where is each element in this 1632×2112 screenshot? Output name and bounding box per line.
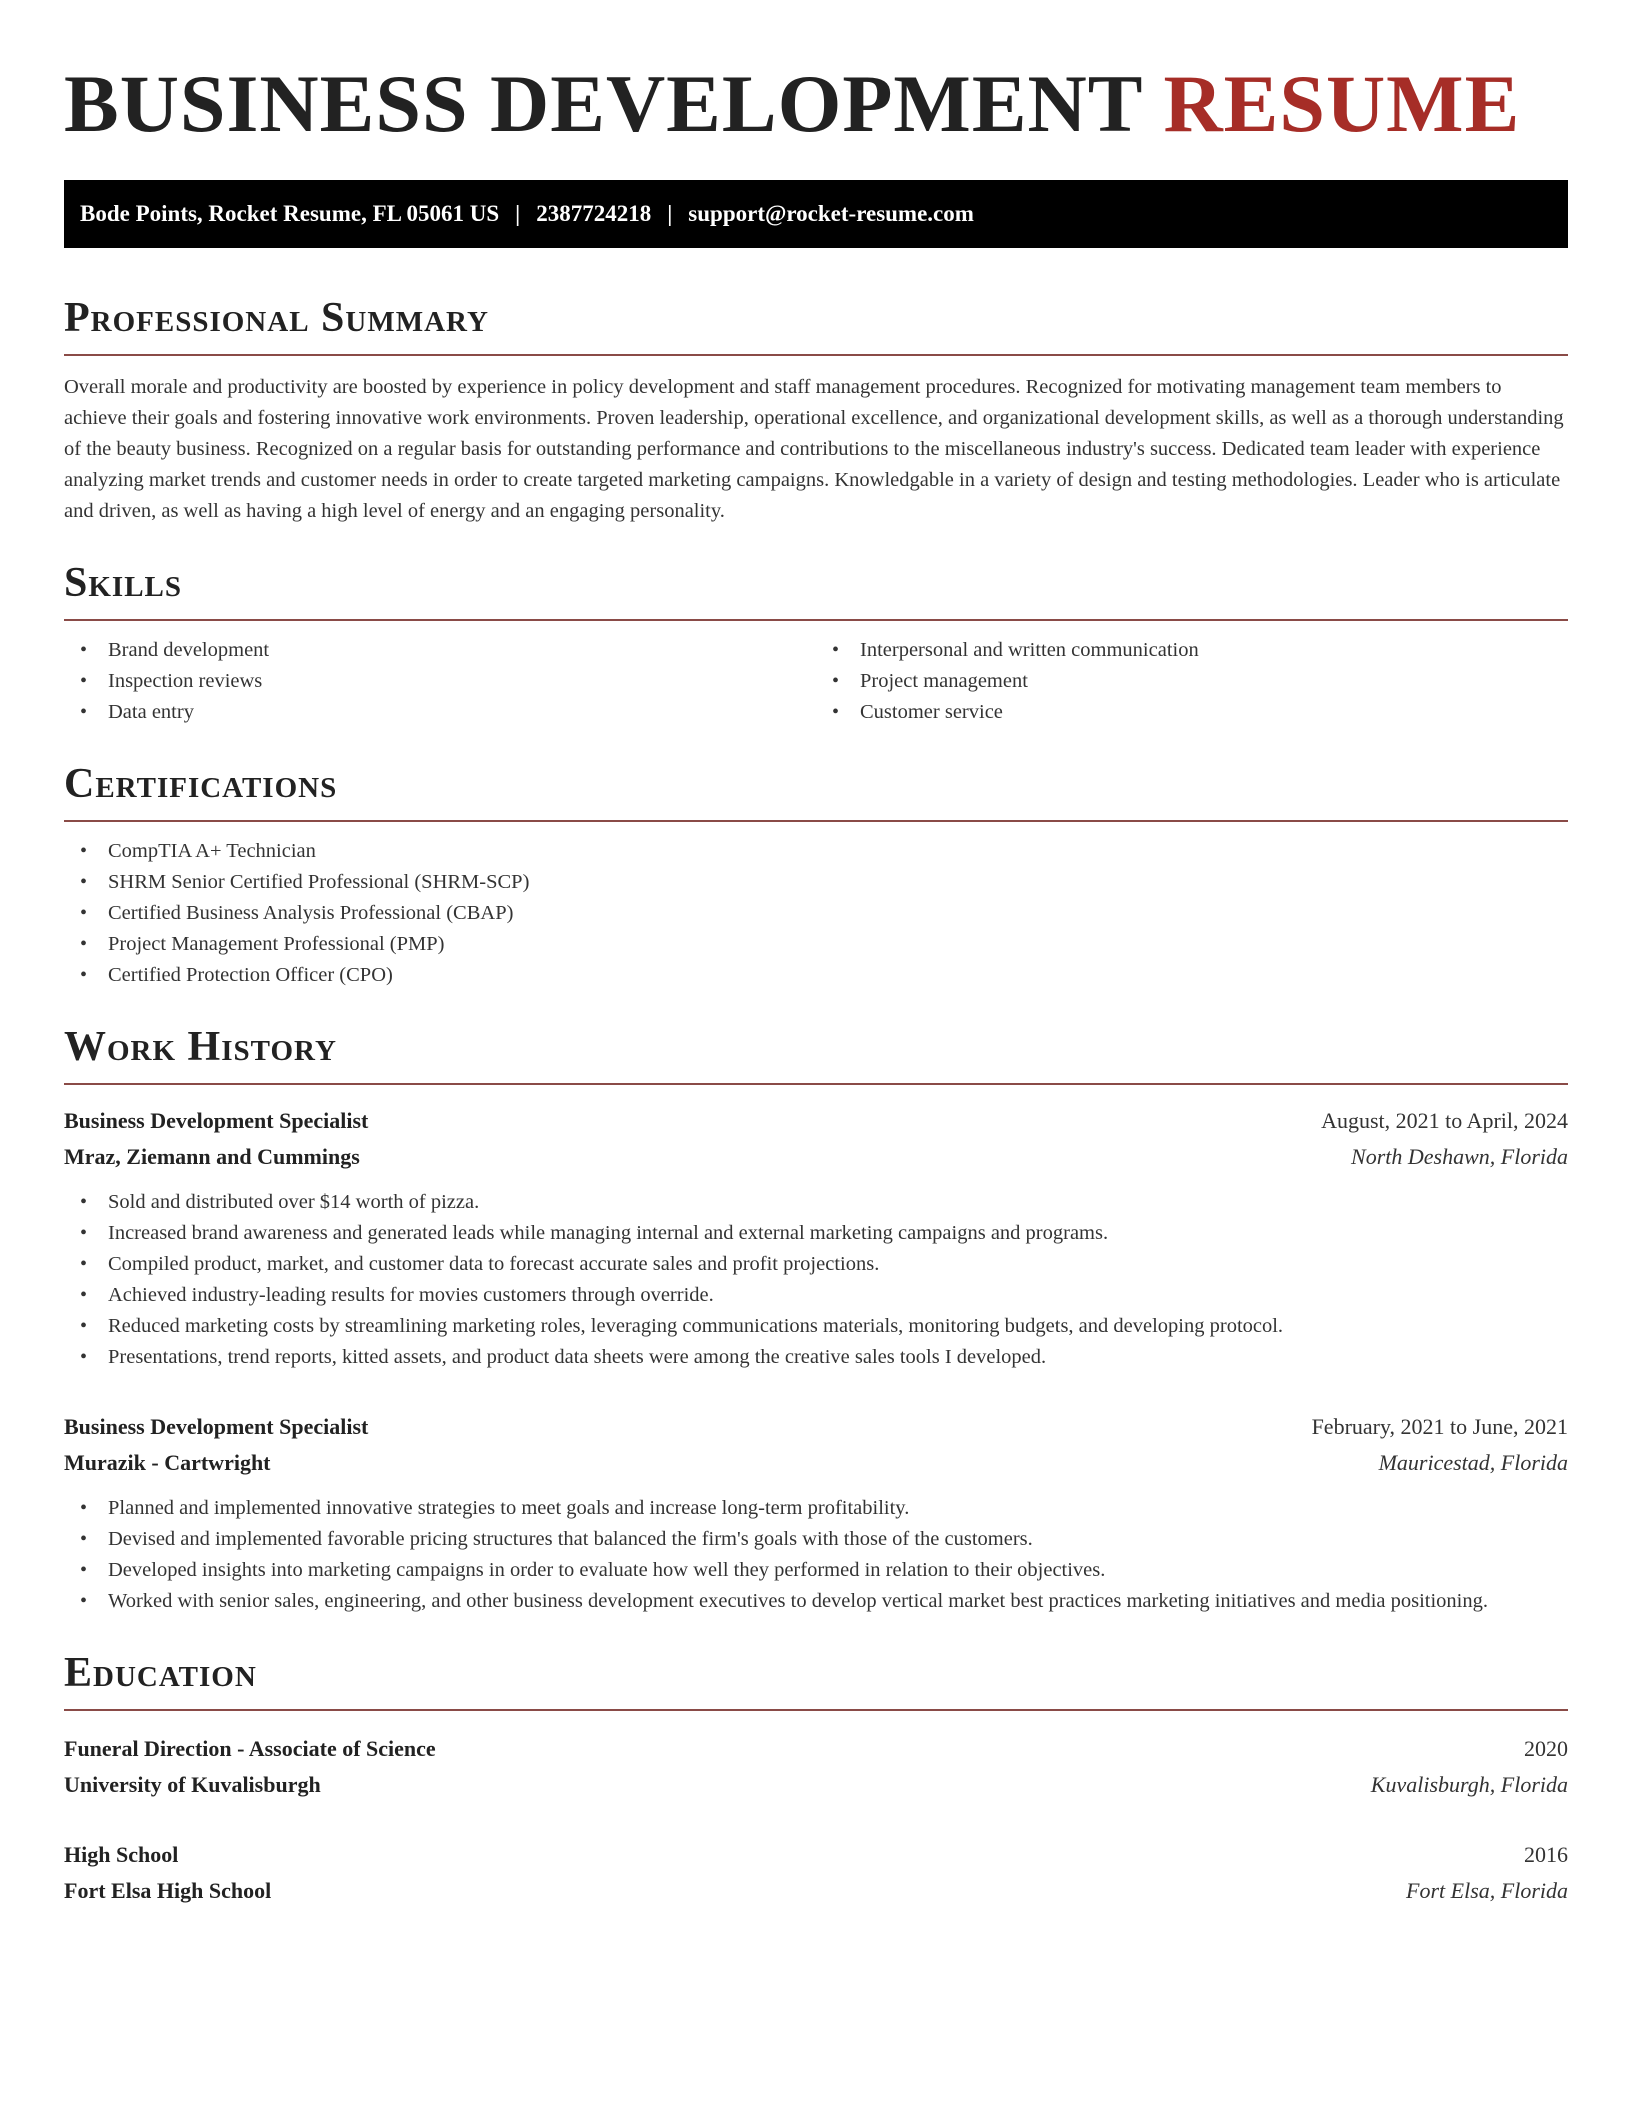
certifications-section bbox=[64, 756, 1568, 991]
job-entry bbox=[64, 1409, 1568, 1617]
job-company-row bbox=[64, 1445, 1568, 1481]
job-dates: August, 2021 to April, 2024 bbox=[1321, 1108, 1568, 1133]
contact-address: Bode Points, Rocket Resume, FL 05061 US bbox=[80, 201, 500, 226]
job-bullets bbox=[64, 1187, 1568, 1373]
title-accent: RESUME bbox=[1163, 58, 1521, 149]
contact-bar bbox=[64, 180, 1568, 248]
skill-item: • Project management bbox=[816, 666, 1568, 697]
section-divider bbox=[64, 1709, 1568, 1711]
skills-section bbox=[64, 555, 1568, 728]
job-dates: February, 2021 to June, 2021 bbox=[1311, 1414, 1568, 1439]
skill-item: • Customer service bbox=[816, 697, 1568, 728]
contact-phone: 2387724218 bbox=[536, 201, 652, 226]
job-bullet: • Presentations, trend reports, kitted assets, and product data sheets were among the creative sales tools I developed. bbox=[64, 1342, 1568, 1373]
education-degree: Funeral Direction - Associate of Science bbox=[64, 1736, 436, 1761]
job-title-row bbox=[64, 1103, 1568, 1139]
job-bullet: • Developed insights into marketing campaigns in order to evaluate how well they performed in relation to their objectives. bbox=[64, 1555, 1568, 1586]
education-year: 2020 bbox=[1524, 1736, 1568, 1761]
education-degree-row bbox=[64, 1731, 1568, 1767]
section-divider bbox=[64, 354, 1568, 356]
job-title: Business Development Specialist bbox=[64, 1414, 369, 1439]
skill-item: • Interpersonal and written communication bbox=[816, 635, 1568, 666]
job-bullet: • Worked with senior sales, engineering, and other business development executives to develop vertical market best practices marketing initiatives and media positioning. bbox=[64, 1586, 1568, 1617]
job-bullet: • Increased brand awareness and generated leads while managing internal and external marketing campaigns and programs. bbox=[64, 1218, 1568, 1249]
certification-item: • Project Management Professional (PMP) bbox=[64, 929, 1568, 960]
education-location: Kuvalisburgh, Florida bbox=[1370, 1772, 1568, 1797]
job-bullet: • Compiled product, market, and customer data to forecast accurate sales and profit projections. bbox=[64, 1249, 1568, 1280]
job-location: Mauricestad, Florida bbox=[1378, 1450, 1568, 1475]
skills-list-right bbox=[816, 635, 1568, 728]
certification-item: • SHRM Senior Certified Professional (SHRM-SCP) bbox=[64, 867, 1568, 898]
job-bullet: • Reduced marketing costs by streamlining marketing roles, leveraging communications materials, monitoring budgets, and developing protocol. bbox=[64, 1311, 1568, 1342]
job-company: Mraz, Ziemann and Cummings bbox=[64, 1144, 360, 1169]
job-bullet: • Devised and implemented favorable pricing structures that balanced the firm's goals with those of the customers. bbox=[64, 1524, 1568, 1555]
contact-separator: | bbox=[515, 201, 521, 226]
job-bullets bbox=[64, 1493, 1568, 1617]
education-entry bbox=[64, 1837, 1568, 1909]
section-divider bbox=[64, 619, 1568, 621]
section-divider bbox=[64, 820, 1568, 822]
title-main: BUSINESS DEVELOPMENT bbox=[64, 58, 1142, 149]
summary-section bbox=[64, 290, 1568, 527]
work-history-section bbox=[64, 1019, 1568, 1617]
summary-text: Overall morale and productivity are boosted by experience in policy development and staff management procedures. Recognized for motivating management team members to achieve their goals and fostering innovative work environments. Proven leadership, operational excellence, and organizational development skills, as well as a thorough understanding of the beauty business. Recognized on a regular basis for outstanding performance and contributions to the miscellaneous industry's success. Dedicated team leader with experience analyzing market trends and customer needs in order to create targeted marketing campaigns. Knowledgable in a variety of design and testing methodologies. Leader who is articulate and driven, as well as having a high level of energy and an engaging personality. bbox=[64, 376, 1564, 522]
skills-heading: Skills bbox=[64, 560, 183, 606]
job-bullet: • Sold and distributed over $14 worth of pizza. bbox=[64, 1187, 1568, 1218]
education-degree: High School bbox=[64, 1842, 179, 1867]
job-company-row bbox=[64, 1139, 1568, 1175]
certification-item: • Certified Business Analysis Professional (CBAP) bbox=[64, 898, 1568, 929]
contact-email: support@rocket-resume.com bbox=[688, 201, 974, 226]
education-heading: Education bbox=[64, 1650, 257, 1696]
work-history-heading: Work History bbox=[64, 1024, 337, 1070]
education-degree-row bbox=[64, 1837, 1568, 1873]
skill-item: • Brand development bbox=[64, 635, 816, 666]
skill-item: • Inspection reviews bbox=[64, 666, 816, 697]
skills-column-right bbox=[816, 635, 1568, 728]
job-company: Murazik - Cartwright bbox=[64, 1450, 271, 1475]
education-school-row bbox=[64, 1873, 1568, 1909]
section-divider bbox=[64, 1083, 1568, 1085]
job-entry bbox=[64, 1103, 1568, 1373]
certification-item: • Certified Protection Officer (CPO) bbox=[64, 960, 1568, 991]
certifications-heading: Certifications bbox=[64, 761, 338, 807]
skills-grid bbox=[64, 635, 1568, 728]
education-entry bbox=[64, 1731, 1568, 1803]
education-location: Fort Elsa, Florida bbox=[1406, 1878, 1568, 1903]
skill-item: • Data entry bbox=[64, 697, 816, 728]
contact-separator: | bbox=[667, 201, 673, 226]
resume-title bbox=[64, 50, 1568, 158]
job-bullet: • Achieved industry-leading results for movies customers through override. bbox=[64, 1280, 1568, 1311]
skills-list-left bbox=[64, 635, 816, 728]
education-section bbox=[64, 1645, 1568, 1909]
education-year: 2016 bbox=[1524, 1842, 1568, 1867]
skills-column-left bbox=[64, 635, 816, 728]
education-school: University of Kuvalisburgh bbox=[64, 1772, 321, 1797]
job-title: Business Development Specialist bbox=[64, 1108, 369, 1133]
job-location: North Deshawn, Florida bbox=[1351, 1144, 1568, 1169]
summary-heading: Professional Summary bbox=[64, 295, 489, 341]
job-bullet: • Planned and implemented innovative strategies to meet goals and increase long-term profitability. bbox=[64, 1493, 1568, 1524]
education-school: Fort Elsa High School bbox=[64, 1878, 272, 1903]
education-school-row bbox=[64, 1767, 1568, 1803]
certifications-list bbox=[64, 836, 1568, 991]
job-title-row bbox=[64, 1409, 1568, 1445]
certification-item: • CompTIA A+ Technician bbox=[64, 836, 1568, 867]
